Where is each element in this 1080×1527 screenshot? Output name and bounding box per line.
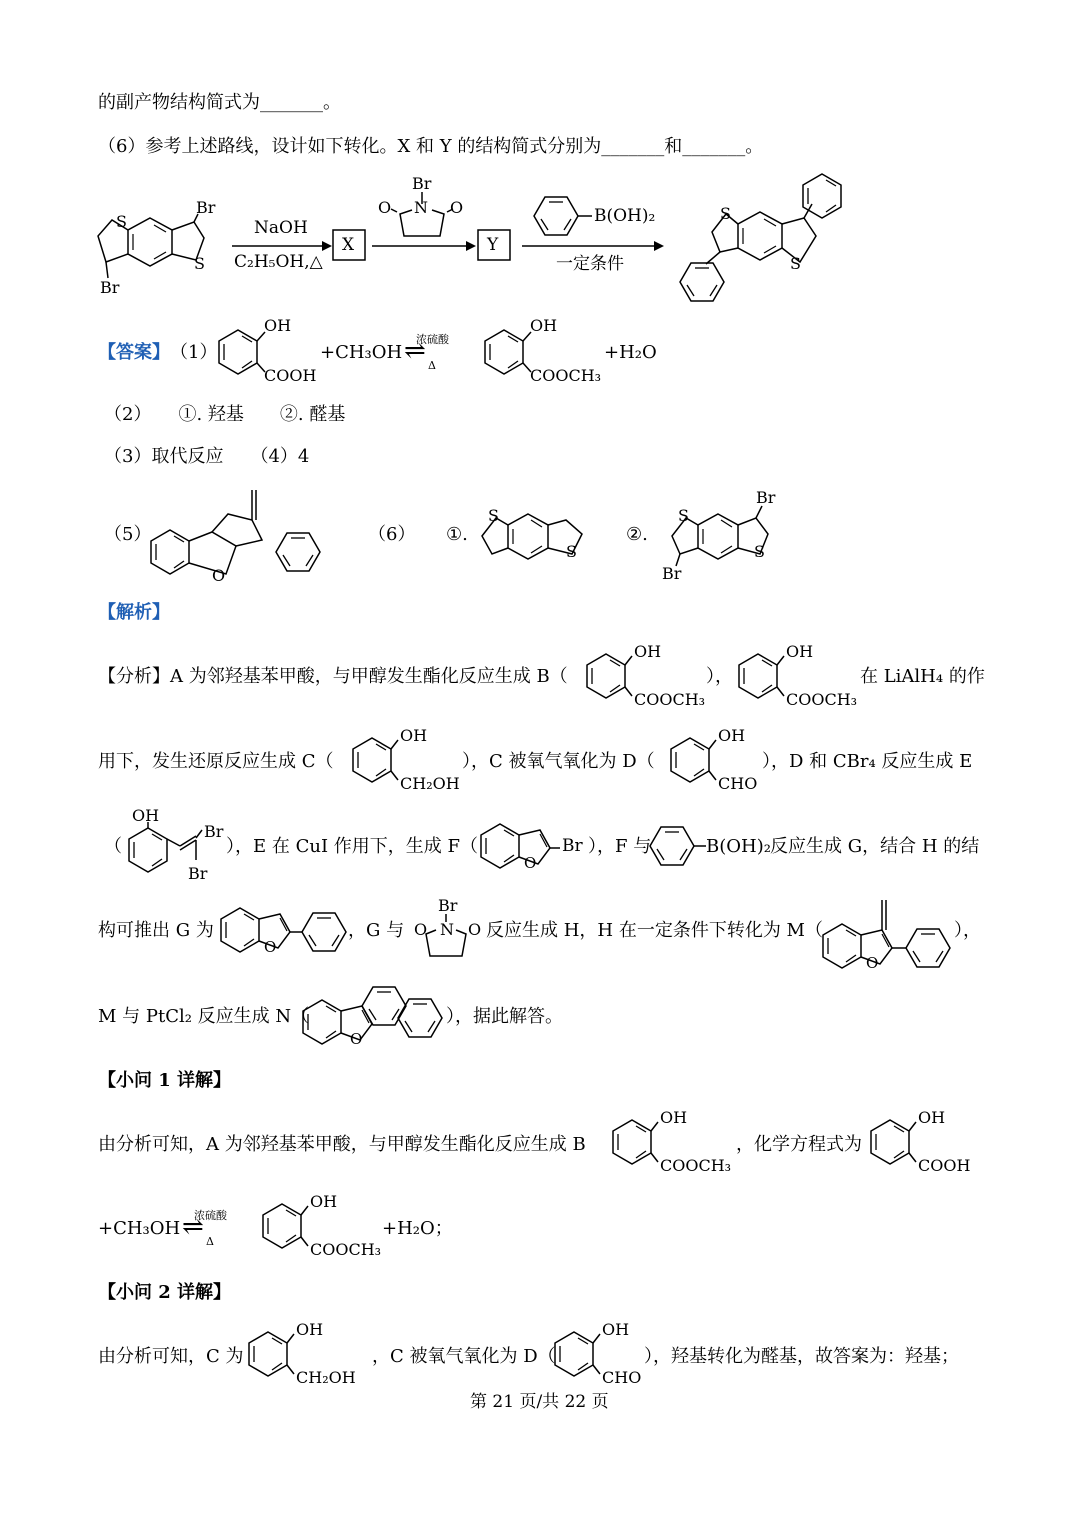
q1-catalyst: 浓硫酸 (194, 1209, 227, 1222)
analysis-para4-b: 反应生成 H，H 在一定条件下转化为 M（ (486, 920, 823, 941)
scheme-arrow-2 (372, 241, 476, 251)
scheme-br-top: Br (196, 198, 216, 217)
analysis-b-cooch3: COOCH₃ (634, 690, 706, 709)
salicylic-acid-structure (219, 330, 257, 374)
answer-1-ester-oh: OH (530, 316, 558, 335)
answer-1-cooch3: COOCH₃ (530, 366, 602, 385)
phenyl-boronic-ring (534, 197, 578, 235)
q1-b-structure (613, 1120, 651, 1164)
answer-1-oh: OH (264, 316, 292, 335)
product-s-bottom: S (790, 254, 801, 273)
analysis-m-structure (823, 900, 950, 968)
answer-1-catalyst: 浓硫酸 (416, 333, 449, 346)
answer-1-cooh: COOH (264, 366, 317, 385)
analysis-b2-cooch3: COOCH₃ (786, 690, 858, 709)
reagent-ethanol-heat: C₂H₅OH,△ (234, 252, 323, 272)
question-6-prompt: （6）参考上述路线，设计如下转化。X 和 Y 的结构简式分别为_______和_______。 (98, 136, 764, 157)
answer-1-heat: Δ (428, 359, 436, 372)
q2-c-structure (249, 1332, 287, 1376)
analysis-f-br: Br (562, 836, 583, 856)
product-phenyl-bottom (680, 263, 724, 301)
nbs-o-right: O (450, 198, 464, 217)
analysis-para1-start: 【分析】A 为邻羟基苯甲酸，与甲醇发生酯化反应生成 B（ (98, 666, 568, 687)
answer-6-ii-br-top: Br (756, 488, 776, 507)
analysis-para2-mid: ），C 被氧气氧化为 D（ (462, 751, 655, 772)
analysis-e-oh: OH (132, 806, 160, 825)
product-phenyl-top (803, 174, 841, 218)
analysis-b-oh: OH (634, 642, 662, 661)
analysis-para3-b: ），F 与 (588, 836, 652, 857)
q1-acid-cooh: COOH (918, 1156, 971, 1175)
box-y-label: Y (487, 235, 499, 255)
answer-6-ii-s-bottom: S (754, 542, 765, 561)
analysis-b2-structure (739, 654, 777, 698)
answer-6-ii-label: ②. (626, 524, 648, 545)
q1-heat: Δ (206, 1235, 214, 1248)
q1-line1-mid: ，化学方程式为 (736, 1134, 862, 1155)
analysis-para3-end: 反应生成 G，结合 H 的结 (770, 836, 980, 857)
q2-header: 【小问 2 详解】 (98, 1282, 232, 1303)
analysis-boronic-ring (650, 827, 694, 865)
q1-b-cooch3: COOCH₃ (660, 1156, 732, 1175)
scheme-start-molecule (98, 214, 204, 278)
analysis-c-structure (353, 738, 391, 782)
analysis-g-structure (221, 908, 346, 952)
analysis-g-o: O (264, 938, 277, 956)
analysis-c-ch2oh: CH₂OH (400, 774, 460, 793)
analysis-d-oh: OH (718, 726, 746, 745)
analysis-para3-a: ），E 在 CuI 作用下，生成 F（ (226, 836, 478, 857)
analysis-nbs-n: N (440, 920, 454, 939)
q1-ester-structure (263, 1204, 301, 1248)
analysis-d-cho: CHO (718, 774, 758, 793)
answer-6-i-s-top: S (488, 506, 499, 525)
analysis-nbs-o-left: O (414, 920, 428, 939)
answer-5-structure (151, 490, 320, 574)
answer-6-prefix: （6） (368, 524, 416, 545)
answer-6-ii-s-top: S (678, 506, 689, 525)
answer-1-prefix: （1） (170, 342, 218, 363)
byproduct-line: 的副产物结构简式为_______。 (98, 92, 341, 113)
scheme-s-right: S (194, 254, 205, 273)
reagent-conditions: 一定条件 (556, 254, 624, 274)
product-s-top: S (720, 204, 731, 223)
scheme-arrow-3 (522, 241, 664, 251)
q1-b-oh: OH (660, 1108, 688, 1127)
analysis-n-o: O (350, 1030, 363, 1048)
q2-d-oh: OH (602, 1320, 630, 1339)
q2-line1-mid: ，C 被氧气氧化为 D（ (372, 1346, 556, 1367)
analysis-para2-start: 用下，发生还原反应生成 C（ (98, 751, 334, 772)
nbs-br: Br (412, 174, 432, 193)
reagent-naoh: NaOH (254, 218, 308, 238)
q2-c-ch2oh: CH₂OH (296, 1368, 356, 1387)
methyl-salicylate-structure (485, 330, 523, 374)
box-x-label: X (342, 235, 355, 255)
analysis-c-oh: OH (400, 726, 428, 745)
page-footer: 第 21 页/共 22 页 (470, 1392, 609, 1412)
answer-6-i-s-bottom: S (566, 542, 577, 561)
q2-d-structure (555, 1332, 593, 1376)
scheme-arrow-1 (232, 241, 332, 251)
analysis-para5-start: M 与 PtCl₂ 反应生成 N（ (98, 1006, 310, 1027)
analysis-f-o: O (524, 854, 537, 872)
answer-6-ii-br-bottom: Br (662, 564, 682, 583)
answer-3-4: （3）取代反应 （4）4 (104, 446, 310, 467)
answer-1-methanol: +CH₃OH (320, 342, 403, 363)
analysis-m-o: O (866, 954, 879, 972)
scheme-s-left: S (116, 212, 127, 231)
q1-equilibrium-arrow: ⇌ (182, 1212, 204, 1242)
analysis-nbs-o-right: O (468, 920, 482, 939)
analysis-para1-mid: ）， (706, 666, 733, 687)
answer-2: （2） ①. 羟基 ②. 醛基 (104, 404, 346, 425)
analysis-para4-start: 构可推出 G 为 (98, 920, 214, 941)
q2-line1-start: 由分析可知，C 为 (98, 1346, 244, 1367)
analysis-para5-end: ），据此解答。 (446, 1006, 563, 1027)
answer-1-equilibrium-arrow: ⇌ (404, 336, 426, 366)
answer-label: 【答案】 (98, 342, 170, 363)
analysis-boronic-label: B(OH)₂ (706, 836, 771, 857)
boronic-acid-label: B(OH)₂ (594, 206, 656, 226)
q1-acid-oh: OH (918, 1108, 946, 1127)
analysis-b-structure (587, 654, 625, 698)
q1-ester-oh: OH (310, 1192, 338, 1211)
analysis-f-structure (481, 824, 560, 868)
q2-d-cho: CHO (602, 1368, 642, 1387)
q1-header: 【小问 1 详解】 (98, 1070, 232, 1091)
analysis-para3-start: （ (104, 836, 122, 857)
analysis-n-structure (303, 987, 442, 1044)
nbs-n: N (414, 198, 428, 217)
q2-c-oh: OH (296, 1320, 324, 1339)
analysis-e-br-top: Br (204, 822, 224, 841)
q1-methanol: +CH₃OH (98, 1218, 181, 1239)
q1-ester-cooch3: COOCH₃ (310, 1240, 382, 1259)
q1-line1-start: 由分析可知，A 为邻羟基苯甲酸，与甲醇发生酯化反应生成 B (98, 1134, 586, 1155)
nbs-o-left: O (378, 198, 392, 217)
q1-acid-structure (871, 1120, 909, 1164)
analysis-b2-oh: OH (786, 642, 814, 661)
analysis-para2-end: ），D 和 CBr₄ 反应生成 E (762, 751, 973, 772)
analysis-para4-a: ，G 与 (348, 920, 405, 941)
analysis-d-structure (671, 738, 709, 782)
scheme-br-bottom: Br (100, 278, 120, 297)
analysis-label: 【解析】 (98, 602, 170, 623)
answer-1-water: +H₂O (604, 342, 657, 363)
analysis-e-br-bottom: Br (188, 864, 208, 883)
answer-5-prefix: （5） (104, 524, 152, 545)
analysis-para1-end: 在 LiAlH₄ 的作 (860, 666, 985, 687)
answer-5-o: O (212, 566, 226, 585)
q1-water: +H₂O； (382, 1218, 453, 1239)
analysis-nbs-br: Br (438, 896, 458, 915)
q2-line1-end: ），羟基转化为醛基，故答案为：羟基； (644, 1346, 959, 1367)
analysis-para4-end: ）， (954, 920, 981, 941)
answer-6-i-label: ①. (446, 524, 468, 545)
